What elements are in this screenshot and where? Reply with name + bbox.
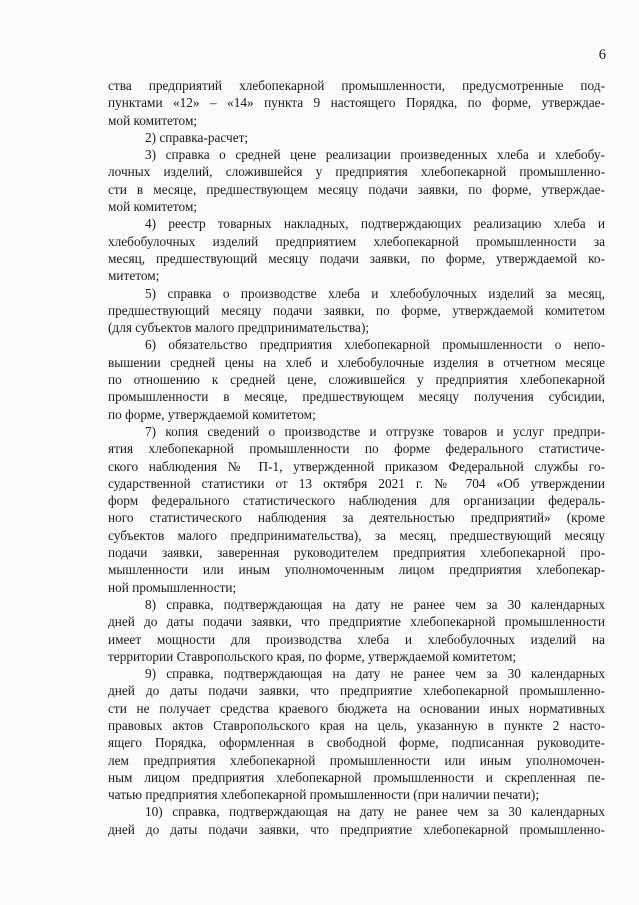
text-line: правовых актов Ставропольского края на цель, указанную в пункте 2 насто- (108, 717, 605, 733)
text-line: хлебобулочных изделий предприятием хлебопекарной промышленности за (108, 233, 605, 249)
text-line: 9) справка, подтверждающая на дату не ранее чем за 30 календарных (145, 666, 605, 682)
text-line: чатью предприятия хлебопекарной промышленности (при наличии печати); (108, 787, 540, 803)
text-line: 7) копия сведений о производстве и отгрузке товаров и услуг предпри- (145, 423, 605, 439)
text-line: ящего Порядка, оформленная в свободной форме, подписанная руководите- (108, 735, 605, 751)
text-line: ным лицом предприятия хлебопекарной промышленности и скрепленная пе- (108, 769, 605, 785)
text-line: мой комитетом; (108, 199, 198, 215)
text-line: (для субъектов малого предпринимательства); (108, 320, 370, 336)
text-line: месяц, предшествующий месяцу подачи заявки, по форме, утверждаемой ко- (108, 250, 605, 266)
text-line: 6) обязательство предприятия хлебопекарной промышленности о непо- (145, 337, 605, 353)
text-line: предшествующий месяцу подачи заявки, по форме, утверждаемой комитетом (108, 302, 605, 318)
text-line: сти в месяце, предшествующем месяцу подачи заявки, по форме, утверждае- (108, 181, 605, 197)
text-line: ского наблюдения № П-1, утвержденной приказом Федеральной службы го- (108, 458, 605, 474)
text-line: сударственной статистики от 13 октября 2021 г. № 704 «Об утверждении (108, 475, 605, 491)
text-line: ства предприятий хлебопекарной промышленности, предусмотренные под- (108, 78, 605, 93)
text-line: лем предприятия хлебопекарной промышленности или иным уполномочен- (108, 752, 605, 768)
text-line: мышленности или иным уполномоченным лицом предприятия хлебопекар- (108, 562, 605, 578)
text-line: 3) справка о средней цене реализации произведенных хлеба и хлебобу- (145, 147, 605, 163)
text-line: 5) справка о производстве хлеба и хлебобулочных изделий за месяц, (145, 285, 605, 301)
text-line: территории Ставропольского края, по форме, утверждаемой комитетом; (108, 648, 517, 664)
text-line: ной промышленности; (108, 579, 237, 595)
page-number: 6 (598, 47, 606, 63)
text-line: подачи заявки, заверенная руководителем предприятия хлебопекарной про- (108, 545, 605, 561)
text-line: имеет мощности для производства хлеба и хлебобулочных изделий на (108, 631, 605, 647)
text-line: дней до даты подачи заявки, что предприятие хлебопекарной промышленно- (108, 821, 605, 837)
text-line: 2) справка-расчет; (145, 129, 249, 145)
text-line: ятия хлебопекарной промышленности по форме федерального статистиче- (108, 441, 605, 457)
text-line: митетом; (108, 268, 160, 284)
text-line: лочных изделий, сложившейся у предприятия хлебопекарной промышленно- (108, 164, 605, 180)
text-line: промышленности в месяце, предшествующем месяцу получения субсидии, (108, 389, 605, 405)
text-line: форм федерального статистического наблюдения для организации федераль- (108, 493, 605, 509)
text-line: дней до даты подачи заявки, что предприятие хлебопекарной промышленности (108, 614, 605, 630)
text-line: субъектов малого предпринимательства), за месяц, предшествующий месяцу (108, 527, 605, 543)
text-line: вышении средней цены на хлеб и хлебобулочные изделия в отчетном месяце (108, 354, 605, 370)
text-line: 8) справка, подтверждающая на дату не ранее чем за 30 календарных (145, 596, 605, 612)
text-line: 10) справка, подтверждающая на дату не ранее чем за 30 календарных (145, 804, 605, 820)
text-line: сти не получает средства краевого бюджета на основании иных нормативных (108, 700, 605, 716)
text-line: по форме, утверждаемой комитетом; (108, 406, 316, 422)
text-line: ного статистического наблюдения за деятельностью предприятий» (кроме (108, 510, 605, 526)
text-line: 4) реестр товарных накладных, подтверждающих реализацию хлеба и (145, 216, 605, 232)
text-line: мой комитетом; (108, 112, 198, 128)
text-line: пунктами «12» – «14» пункта 9 настоящего Порядка, по форме, утверждае- (108, 95, 605, 111)
text-line: дней до даты подачи заявки, что предприятие хлебопекарной промышленно- (108, 683, 605, 699)
document-body (108, 77, 605, 838)
text-line: по отношению к средней цене, сложившейся у предприятия хлебопекарной (108, 372, 605, 388)
